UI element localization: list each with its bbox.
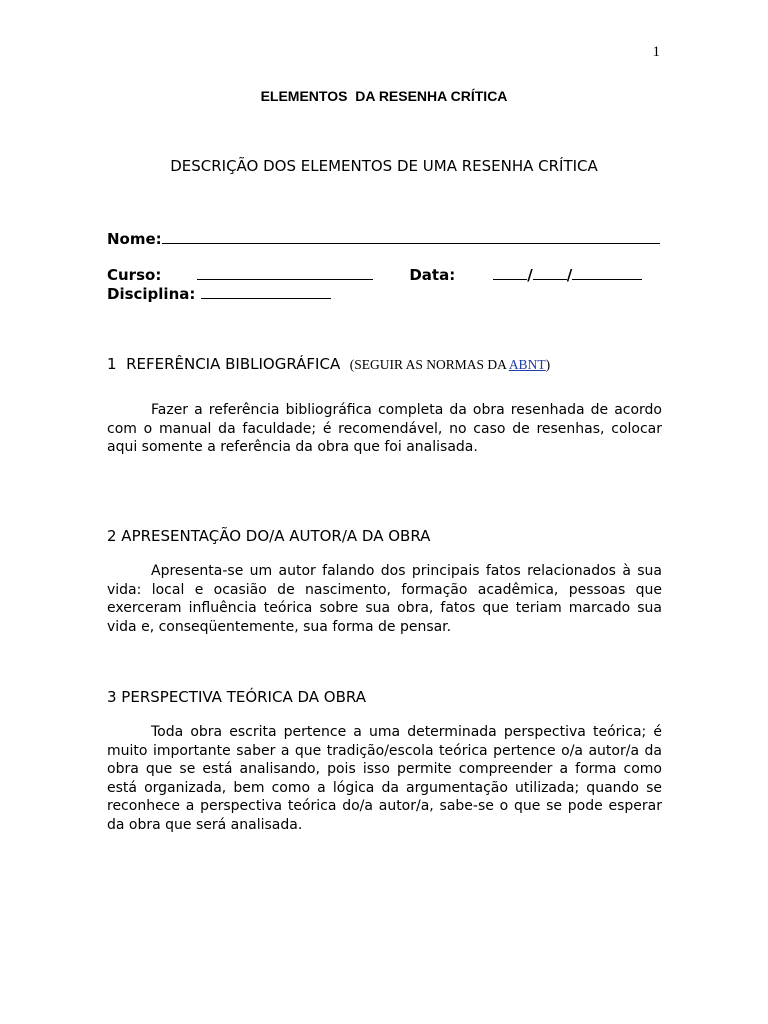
- curso-data-row: [107, 266, 642, 284]
- date-month-blank: [533, 267, 567, 280]
- disciplina-row: [107, 285, 331, 303]
- date-separator-1: /: [527, 266, 533, 284]
- document-subtitle: DESCRIÇÃO DOS ELEMENTOS DE UMA RESENHA CRÍTICA: [170, 157, 598, 175]
- disciplina-blank: [201, 286, 331, 299]
- data-label: Data:: [409, 266, 456, 284]
- section-1-body: Fazer a referência bibliográfica completa da obra resenhada de acordo com o manual da faculdade; é recomendável, no caso de resenhas, colocar aqui somente a referência da obra que foi analisada.: [107, 402, 662, 455]
- curso-blank: [197, 267, 373, 280]
- document-title: ELEMENTOS DA RESENHA CRÍTICA: [260, 88, 508, 104]
- date-separator-2: /: [566, 266, 573, 284]
- section-2-body: Apresenta-se um autor falando dos principais fatos relacionados à sua vida: local e ocasião de nascimento, formação acadêmica, pessoas que exerceram influência teórica sobre sua obra, fatos que teriam marcado sua vida e, conseqüentemente, sua forma de pensar.: [107, 563, 662, 635]
- section-1-heading: [107, 355, 550, 373]
- section-1-note-suffix: ): [545, 357, 551, 372]
- section-1-note: [350, 357, 550, 372]
- nome-field-row: [107, 230, 660, 248]
- section-1-note-prefix: (SEGUIR AS NORMAS DA: [349, 357, 509, 372]
- date-year-blank: [572, 267, 642, 280]
- date-day-blank: [493, 267, 527, 280]
- section-3-title: 3 PERSPECTIVA TEÓRICA DA OBRA: [107, 688, 366, 706]
- section-2-title: 2 APRESENTAÇÃO DO/A AUTOR/A DA OBRA: [107, 527, 431, 545]
- abnt-link[interactable]: ABNT: [508, 357, 546, 372]
- section-3-body: Toda obra escrita pertence a uma determinada perspectiva teórica; é muito importante saber a que tradição/escola teórica pertence o/a autor/a da obra que se está analisando, pois isso permite compreender a forma como está organizada, bem como a lógica da argumentação utilizada; quando se reconhece a perspectiva teórica do/a autor/a, sabe-se o que se pode esperar da obra que será analisada.: [107, 724, 662, 833]
- disciplina-label: Disciplina:: [107, 285, 196, 303]
- curso-label: Curso:: [107, 266, 162, 284]
- nome-label: Nome:: [107, 230, 162, 248]
- nome-blank: [162, 231, 660, 244]
- section-1-title: 1 REFERÊNCIA BIBLIOGRÁFICA: [107, 355, 341, 373]
- page-number: 1: [652, 44, 660, 60]
